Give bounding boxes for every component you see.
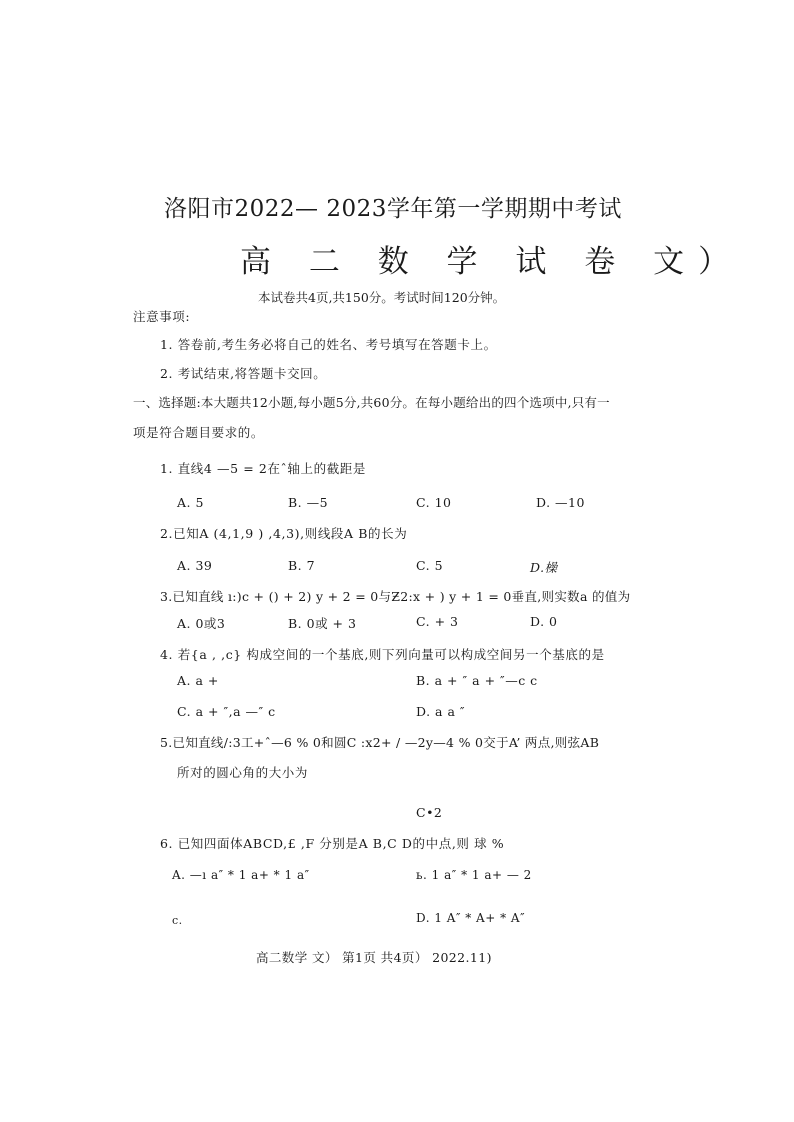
page-footer: 高二数学 文） 第1页 共4页） 2022.11): [256, 950, 492, 965]
question-3-option-c: C. + 3: [416, 614, 459, 629]
question-1-option-c: C. 10: [416, 495, 452, 510]
exam-title: 洛阳市2022— 2023学年第一学期期中考试: [164, 196, 622, 222]
question-4-stem: 4. 若{a , ,c} 构成空间的一个基底,则下列向量可以构成空间另一个基底的是: [160, 647, 605, 662]
question-1-option-b: B. —5: [288, 495, 329, 510]
question-5-stray-text: C•2: [416, 805, 443, 820]
question-3-stem: 3.已知直线 ı:)c + () + 2) y + 2 = 0与Ƶ2:x + ) y + 1 = 0垂直,则实数a 的值为: [160, 589, 631, 604]
question-4-option-a: A. a +: [177, 673, 219, 688]
exam-info: 本试卷共4页,共150分。考试时间120分钟。: [258, 290, 506, 305]
question-3-option-d: D. 0: [530, 614, 558, 629]
question-4-option-d: D. a a ″: [416, 704, 466, 719]
section-instruction-line2: 项是符合题目要求的。: [133, 425, 265, 440]
question-6-stem: 6. 已知四面体ABCD,£ ,F 分别是A B,C D的中点,则 球 %: [160, 836, 505, 851]
question-4-option-b: B. a + ″ a + ″—c c: [416, 673, 538, 688]
question-6-option-a: A. —ı a″ * 1 a+ * 1 a″: [172, 868, 310, 882]
question-6-option-d: D. 1 A″ * A+ * A″: [416, 911, 526, 925]
question-2-option-d: D.橾: [530, 560, 558, 575]
notice-item-2: 2. 考试结束,将答题卡交回。: [160, 366, 327, 381]
question-3-option-b: B. 0或 + 3: [288, 616, 357, 631]
question-6-option-b: ь. 1 a″ * 1 a+ — 2: [416, 868, 532, 882]
question-2-option-b: B. 7: [288, 558, 316, 573]
question-3-option-a: A. 0或3: [177, 616, 226, 631]
question-2-option-c: C. 5: [416, 558, 444, 573]
question-5-stem-line2: 所对的圆心角的大小为: [177, 765, 309, 780]
notice-heading: 注意事项:: [133, 309, 191, 324]
question-1-option-d: D. —10: [536, 495, 585, 510]
exam-subtitle: 高 二 数 学 试 卷 文）: [240, 244, 744, 280]
question-5-stem-line1: 5.已知直线/:3工+ˆ—6 % 0和圆C :x2+ / —2y—4 % 0交于A’ 两点,则弦AB: [160, 735, 600, 750]
question-2-stem: 2.已知A (4,1,9 ) ,4,3),则线段A B的长为: [160, 526, 408, 541]
question-1-stem: 1. 直线4 —5 = 2在ˆ轴上的截距是: [160, 461, 367, 476]
question-6-option-c: c.: [172, 914, 183, 927]
question-4-option-c: C. a + ″,a —″ c: [177, 704, 276, 719]
section-instruction-line1: 一、选择题:本大题共12小题,每小题5分,共60分。在每小题给出的四个选项中,只有一: [133, 395, 610, 410]
notice-item-1: 1. 答卷前,考生务必将自己的姓名、考号填写在答题卡上。: [160, 337, 497, 352]
question-2-option-a: A. 39: [177, 558, 213, 573]
question-1-option-a: A. 5: [177, 495, 204, 510]
